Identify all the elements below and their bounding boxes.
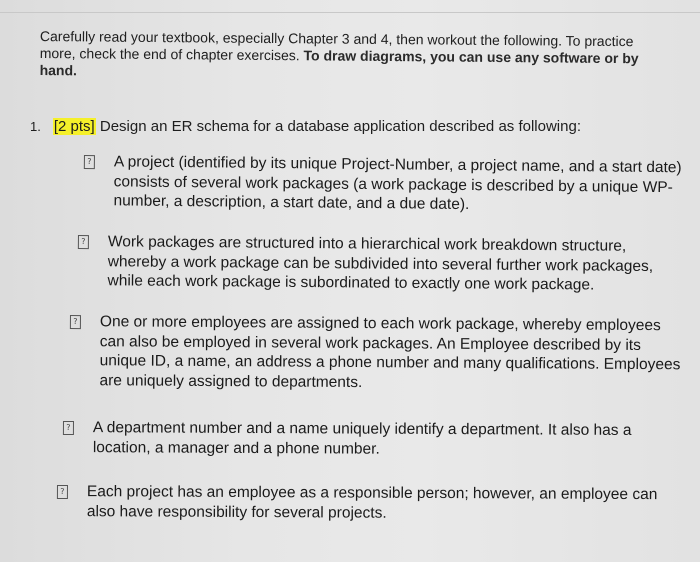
requirement-text: A project (identified by its unique Project-Number, a project name, and a start date) consists of several work packages (a work package is described by a unique WP-number, a description, a start date, and a due date). [113,153,682,214]
requirement-item [69,312,688,394]
requirement-item [63,418,688,460]
instructions-bold-text: To draw diagrams, you can use any software or by hand. [39,47,639,79]
missing-glyph-icon: ? [57,485,68,499]
requirement-text: Work packages are structured into a hierarchical work breakdown structure, whereby a work package can be subdivided into several further work packages, while each work package is subordinated to exactly one work package. [107,233,654,294]
missing-glyph-icon: ? [63,421,74,435]
question-number: 1. [30,119,41,134]
missing-glyph-icon: ? [78,235,89,249]
question-prompt: Design an ER schema for a database application described as following: [99,118,581,135]
requirement-text: Each project has an employee as a responsible person; however, an employee can also have responsibility for several projects. [86,483,658,522]
requirement-text: A department number and a name uniquely identify a department. It also has a location, a manager and a phone number. [92,419,632,458]
requirement-item [77,232,677,296]
missing-glyph-icon: ? [84,155,95,169]
page-edge [0,12,700,13]
instructions [40,28,670,84]
missing-glyph-icon: ? [70,315,81,329]
question-1 [30,118,680,136]
points-badge: [2 pts] [53,118,95,135]
requirement-text: One or more employees are assigned to each work package, whereby employees can also be employed in several work packages. An Employee described by its unique ID, a name, an address a phone number and many qualifications. Employees are uniquely assigned to departments. [99,313,681,391]
requirement-item [83,152,684,217]
requirement-item [57,482,687,524]
instructions-text: Carefully read your textbook, especially Chapter 3 and 4, then workout the following. To practice more, check the end of chapter exercises. [39,28,634,64]
